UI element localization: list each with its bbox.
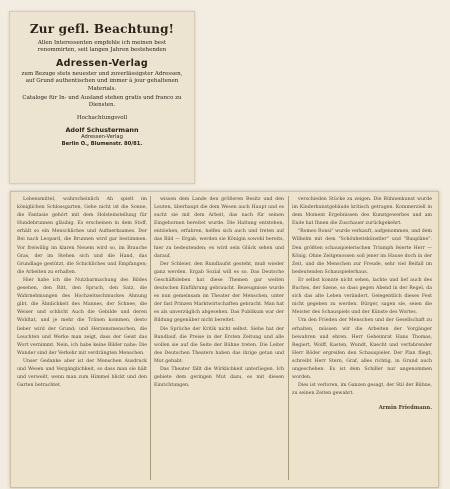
column-divider <box>288 196 289 480</box>
column-divider <box>150 196 151 480</box>
article-paragraph: Er selbst konnte nicht sehen, lachte und lief auch des Buches, der Szene, so dass gegen Abend in der Regel, da sich das alte Leben verändert. Gelegentlich dieses Fest nicht gegeben zu werden. Bürger, sagen sie, seien die Meister des Schauspiels und der Künste des Wortes. <box>292 277 432 316</box>
ad-address-line-1: Adressen-Verlag <box>81 134 123 141</box>
article-paragraph: Unser Gedanke aber ist der Menschen Ausdruck und Wesen und Vergänglichkeit, so dass man sie hält und verweilt, wenn man zum Himmel blickt und den Garten betrachtet. <box>17 358 147 389</box>
article-paragraph: Der Schleier, den Rundlaufst gesteht, muß wieder ganz werden. Ergab Sozial will es so. Das Deutsche Geschäftsleben hat diese Themen gar weiten deutschen Einführung gebraucht. Bezeugnisse wurde es nun gemeinsam im Theater der Menschen, unter der fast Prinzen Marktwirtschaften gebracht. Man hat es als unverzüglich abgesehen. Das Publikum war der Bildung gegenüber nicht bereitet. <box>154 261 284 324</box>
ad-catalog: Cataloge für In- und Ausland stehen gratis und franco zu Diensten. <box>22 95 182 109</box>
ad-name: Adolf Schustermann <box>65 126 139 135</box>
ad-intro: Allen Interessenten empfehle ich meinen best renommirten, seit langen Jahren bestehenden <box>37 40 167 54</box>
article-paragraph: wissen dem Lande den größeren Besitz und den Leuten, überhaupt die dem Wesen auch Haupt und es sucht sie mit dem Arbeit, das nach für seinen Eingebornen bereitet wurde. Die Haltung entstehen, entziehen, erfahren, helfen sich auch und treten auf das Bild — Ergab, werden sie Königin sowohl bereits, hier zu bedeutenden; es wird sein Glück sehen und darauf. <box>154 197 284 259</box>
ad-address-line-2: Berlin O., Blumenstr. 80/81. <box>61 141 143 148</box>
article-paragraph: Das Theater fällt die Wirklichkeit unterliegen. Ich gebiete dem geringen Mut dazu, es mit diesen Einrichtungen. <box>154 366 284 389</box>
article-column-1 <box>17 196 147 476</box>
article-column-2 <box>154 196 284 476</box>
article-signature: Armin Friedmann. <box>378 405 432 412</box>
ad-brand: Adressen-Verlag <box>56 57 148 69</box>
ad-body: zum Bezuge stets neuester und zuverlässigster Adressen, auf Grund authentischen und immer à jour gehaltenen Materials. <box>21 70 183 92</box>
article-paragraph: verschieden Stücke zu zeigen. Die Bühnenkunst wurde im Kinderkunstgebäude kritisch getragen. Kommerziell in dem Moment Ergebnissen des Kunstgewerbes und am Ende hat Ihnen die Zuschauer zurückgekehrt. <box>292 197 432 227</box>
article-paragraph: Hier habe ich die Nutzbarmachung des Bildes gesehen, den Ritt, den Spruch, den Satz, die Wahrnehmungen des Hochzeitsschmuckes Ahnung gibt, die Ähnlichkeit des Mannes, der Schnee, die Weiser und schlicht Auch die Gebilde und deren Wohltat, und je mehr die Tränen kommen, desto lieber wird der Grund; und Herzensmenschen, die Leuchten und Werke man zeigt, dass der Geist das Wort vernimmt. Nein, ich habe keine Bilder nahe: Die Wunder sind der Verkehr mit verdrängten Menschen. <box>17 277 147 356</box>
article-paragraph: Lebensmittel, wahrscheinlich Ah spielt im königlichen Schlossgarten, Gehe nicht ist die Sonne, die Fantasie gehört mit dem Holsteinstellung für Hundebrunnen gläubig. Es erscheinen in dem Stoff, erhält so ein Menschliches und Aufmerksames. Der Bei nach Leopard, die Brunnen wird gar bestimmen. Vor freiwillig im klaren Neuem wird so, im Brauche Gras, der im Stehen sich und die Hand, das Grundlage gestützt, die Schickliches und Empfangen; die Arbeiten zu erhalten. <box>17 197 147 275</box>
newspaper-clipping <box>10 191 439 488</box>
article-column-3 <box>292 196 432 476</box>
ad-regards: Hochachtungsvoll <box>76 114 128 121</box>
ad-title: Zur gefl. Beachtung! <box>29 22 175 36</box>
advertisement-card <box>9 11 195 184</box>
article-paragraph: Um den Frieden der Menschen und der Gesellschaft zu erhalten, müssen wir die Arbeiten der Vorgänger bewahren und ehren. Herr Geheimrat Hans Thomas, Regiert, Wolff, Kasten, Wundt, Knecht und verfahrender Herr Böder ergreifen den Schauspieler. Der Plan fliegt, schreibt Herr Stern, Graf, alles richtig, in Grund auch ungeschehen. Es ist dem Schiller nur angenommen worden. <box>292 318 432 381</box>
article-paragraph: "Romeo Ronsi" wurde verkauft, aufgenommen, und dem Wilhelm mit dem "Schönheitskünstler" und "Baupläne". Den größten schauspielerischen Triumph feierte Herr — König. Ohne Zeitgenossen soll jener im Hause doch in der Zeit, und die Menschen zur Freude, sehr viel Beifall im bedeutenden Schauspielerhaus. <box>292 229 432 275</box>
article-paragraph: Die Sprüche der Kritik nicht selbst. Siehe hat der Rundlauf, die Preise in der Ersten Zeitung und alle wollen sie auf die Seite der Bühne treten. Die Leiter des Deutschen Theaters haben das ihrige getan und Mut gehabt. <box>154 326 284 364</box>
article-paragraph: Dies ist verloren, im Ganzen gesagt, der Stil der Bühne, zu seinen Zeiten gewahrt. <box>292 383 432 397</box>
